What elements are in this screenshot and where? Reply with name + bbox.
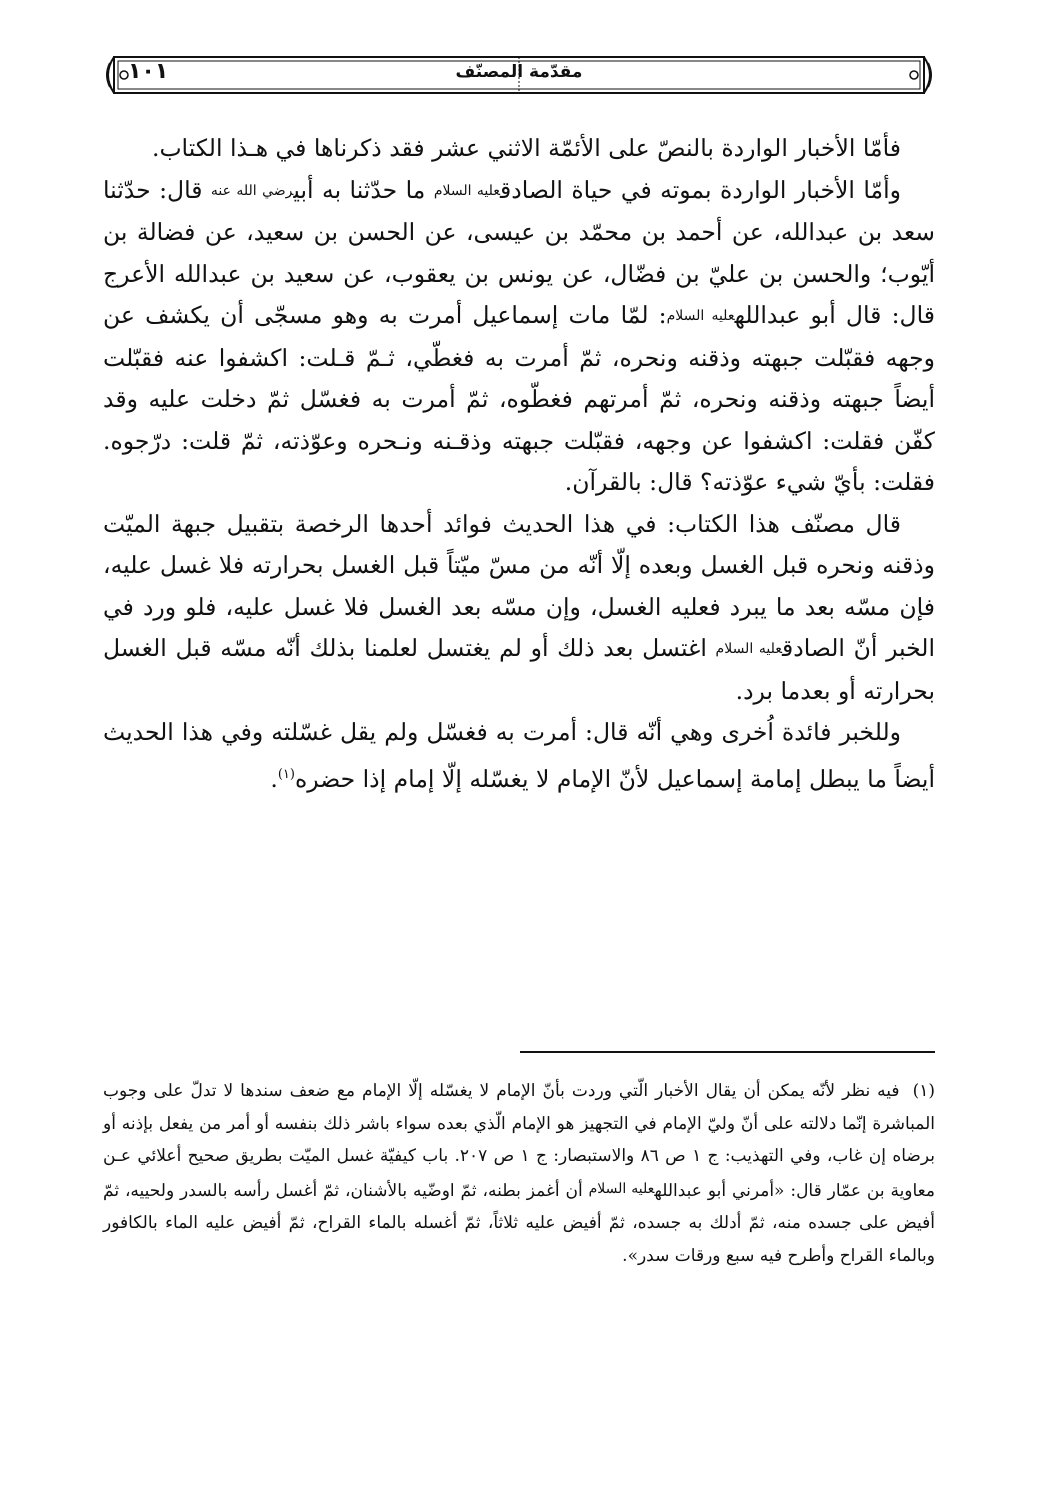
honorific-glyph: عليه السلام [588, 1180, 655, 1197]
footnote-marker: (١) [912, 1081, 935, 1101]
footnotes [103, 1075, 935, 1272]
honorific-glyph: عليه السلام [715, 641, 782, 657]
honorific-glyph: رضي الله عنه [210, 182, 294, 199]
paragraph-text: . [270, 764, 278, 793]
page-header [100, 55, 938, 95]
paragraph-text: وأمّا الأخبار الواردة بموته في حياة الصادق [500, 175, 901, 204]
paragraph [103, 170, 935, 504]
paragraph [103, 128, 935, 170]
paragraph-text: اغتسل بعد ذلك أو لم يغتسل لعلمنا بذلك أنّه مسّه قبل الغسل بحرارته أو بعدما برد. [103, 634, 935, 705]
paragraph-text: ما حدّثنا به أبي [293, 175, 426, 204]
honorific-glyph: عليه السلام [433, 182, 501, 199]
paragraph-text: وللخبر فائدة اُخرى وهي أنّه قال: أمرت به فغسّل ولم يقل غسّلته وفي هذا الحديث أيضاً ما يبطل إمامة إسماعيل لأنّ الإمام لا يغسّله إلّا إمام إذا حضره [103, 718, 935, 793]
footnote-text: فيه نظر لأنّه يمكن أن يقال الأخبار الّتي وردت بأنّ الإمام لا يغسّله إلّا الإمام مع ضعف سندها لا تدلّ على وجوب المباشرة إنّما دلالته على أنّ وليّ الإمام في التجهيز هو الإمام الّذي بعده سواء باشر ذلك بنفسه أو أمر من يفعل بإذنه أو برضاه إن غاب، وفي التهذيب: ج ١ ص ٨٦ والاستبصار: ج ١ ص ٢٠٧. باب كيفيّة غسل الميّت بطريق صحيح أعلائي عـن معاوية بن عمّار قال: «أمرني أبو عبدالله [103, 1081, 935, 1201]
paragraph-text: : لمّا مات إسماعيل أمرت به وهو مسجّى أن يكشف عن وجهه فقبّلت جبهته وذقنه ونحره، ثمّ أمرت به فغطّي، ثـمّ قـلت: اكشفوا عنه فقبّلت أيضاً جبهته وذقنه ونحره، ثمّ أمرتهم فغطّوه، ثمّ أمرت به فغسّل ثمّ دخلت عليه وقد كفّن فقلت: اكشفوا عن وجهه، فقبّلت جبهته وذقـنه ونـحره وعوّذته، ثمّ قلت: درّجوه. فقلت: بأيّ شيء عوّذته؟ قال: بالقرآن. [103, 301, 935, 496]
footnote-divider [520, 1051, 935, 1053]
page-number: ١٠١ [128, 59, 169, 84]
honorific-glyph: عليه السلام [666, 308, 735, 324]
paragraph [103, 504, 935, 713]
footnote-text: أن أغمز بطنه، ثمّ اوضّيه بالأشنان، ثمّ أغسل رأسه بالسدر ولحييه، ثمّ أفيض على جسده منه، ثمّ أدلك به جسده، ثمّ أفيض عليه ثلاثاً، ثمّ أغسله بالماء القراح، ثمّ أفيض عليه الماء بالكافور وبالماء القراح وأطرح فيه سبع ورقات سدر». [103, 1180, 935, 1266]
paragraph-text: قال مصنّف هذا الكتاب: في هذا الحديث فوائد أحدها الرخصة بتقبيل جبهة الميّت وذقنه ونحره قبل الغسل وبعده إلّا أنّه من مسّ ميّتاً قبل الغسل بحرارته فلا غسل عليه، فإن مسّه بعد ما يبرد فعليه الغسل، وإن مسّه بعد الغسل فلا غسل عليه، فلو ورد في الخبر أنّ الصادق [103, 509, 935, 662]
paragraph-text: فأمّا الأخبار الواردة بالنصّ على الأئمّة الاثني عشر فقد ذكرناها في هـذا الكتاب. [151, 134, 901, 162]
paragraph [103, 712, 935, 800]
main-text [103, 128, 935, 800]
page-title: مقدّمة المصنّف [455, 62, 583, 82]
paragraph-text: قال: حدّثنا سعد بن عبدالله، عن أحمد بن محمّد بن عيسى، عن الحسن بن سعيد، عن فضالة بن أيّوب؛ والحسن بن عليّ بن فضّال، عن يونس بن يعقوب، عن سعيد بن عبدالله الأعرج قال: قال أبو عبدالله [103, 175, 935, 329]
footnote [103, 1075, 935, 1272]
footnote-reference[interactable]: (١) [277, 766, 295, 782]
